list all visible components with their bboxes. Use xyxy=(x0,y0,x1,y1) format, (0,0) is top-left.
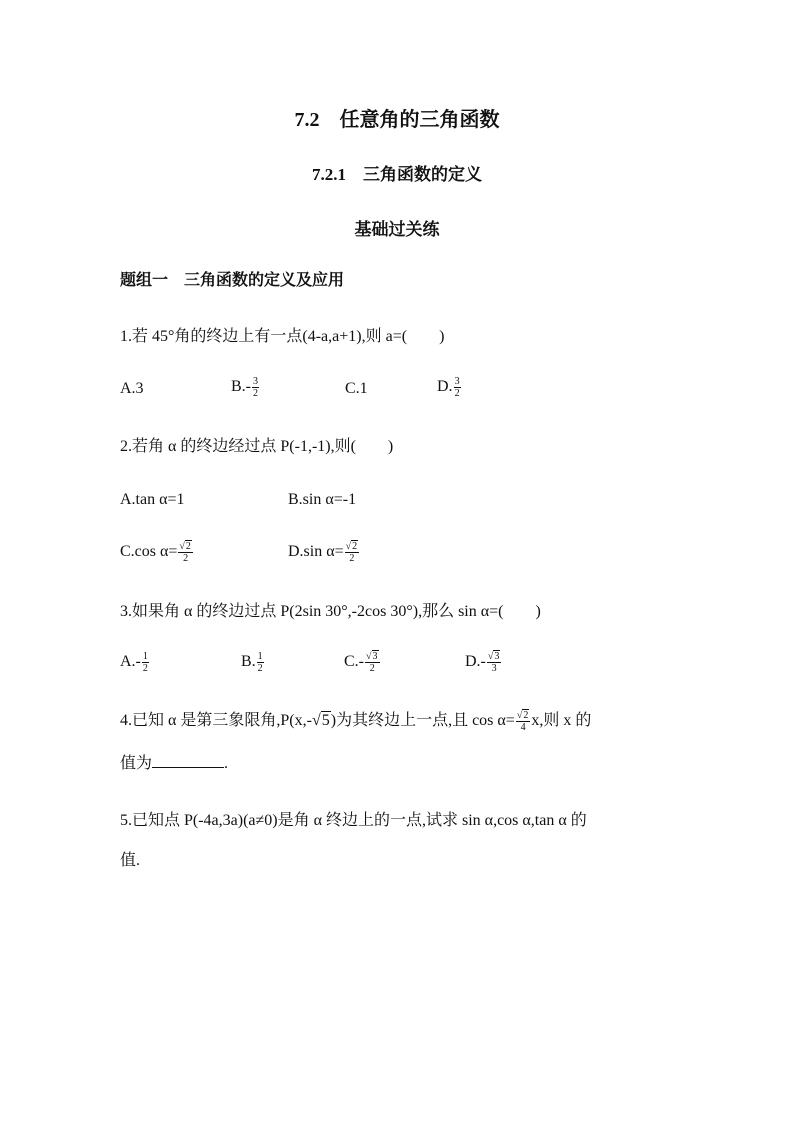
question-4-line-1: 4.已知 α 是第三象限角,P(x,-√5)为其终边上一点,且 cos α= $\frac{√2}{4}$ x,则 x 的 xyxy=(120,710,592,733)
question-2-stem: 2.若角 α 的终边经过点 P(-1,-1),则( ) xyxy=(120,438,394,455)
subsection-title: 7.2.1 三角函数的定义 xyxy=(312,165,482,184)
option-a: A.3 xyxy=(120,380,144,397)
group-heading: 题组一 三角函数的定义及应用 xyxy=(120,272,345,289)
option-d: D. $\frac{3}{2}$ xyxy=(437,376,460,399)
square-root: √5 xyxy=(311,712,330,730)
option-b: B. $\frac{1}{2}$ xyxy=(241,651,263,674)
answer-blank[interactable] xyxy=(152,753,224,768)
question-4-line-2: 值为 . xyxy=(120,755,229,772)
fraction: $\frac{3}{2}$ xyxy=(454,376,460,399)
square-root: √3 xyxy=(366,651,378,662)
fraction: $\frac{1}{2}$ xyxy=(257,651,263,674)
option-b: B.- $\frac{3}{2}$ xyxy=(231,376,258,399)
square-root: √3 xyxy=(487,651,500,662)
question-5-line-1: 5.已知点 P(-4a,3a)(a≠0)是角 α 终边上的一点,试求 sin α,cos α,tan α 的 xyxy=(120,812,587,829)
square-root: √2 xyxy=(179,541,191,552)
option-d: D.sin α= $\frac{√2}{2}$ xyxy=(288,541,358,564)
option-d: D.- $\frac{√3}{3}$ xyxy=(465,651,500,674)
option-a: A.- $\frac{1}{2}$ xyxy=(120,651,148,674)
option-c: C.- $\frac{√3}{2}$ xyxy=(344,651,378,674)
fraction: $\frac{√2}{2}$ xyxy=(179,541,191,564)
fraction: $\frac{√2}{4}$ xyxy=(516,710,529,733)
practice-heading: 基础过关练 xyxy=(354,220,440,239)
option-a: A.tan α=1 xyxy=(120,491,185,508)
option-b: B.sin α=-1 xyxy=(288,491,357,508)
fraction: $\frac{√2}{2}$ xyxy=(345,541,358,564)
square-root: √2 xyxy=(516,710,529,721)
question-3-stem: 3.如果角 α 的终边过点 P(2sin 30°,-2cos 30°),那么 sin α=( ) xyxy=(120,603,541,620)
section-title: 7.2 任意角的三角函数 xyxy=(294,109,500,131)
square-root: √2 xyxy=(345,541,358,552)
fraction: $\frac{3}{2}$ xyxy=(253,376,258,399)
option-c: C.cos α= $\frac{√2}{2}$ xyxy=(120,541,191,564)
question-5-line-2: 值. xyxy=(120,852,141,869)
fraction: $\frac{√3}{2}$ xyxy=(366,651,378,674)
fraction: $\frac{√3}{3}$ xyxy=(487,651,500,674)
question-1-stem: 1.若 45°角的终边上有一点(4-a,a+1),则 a=( ) xyxy=(120,328,445,345)
option-c: C.1 xyxy=(345,380,368,397)
fraction: $\frac{1}{2}$ xyxy=(142,651,148,674)
